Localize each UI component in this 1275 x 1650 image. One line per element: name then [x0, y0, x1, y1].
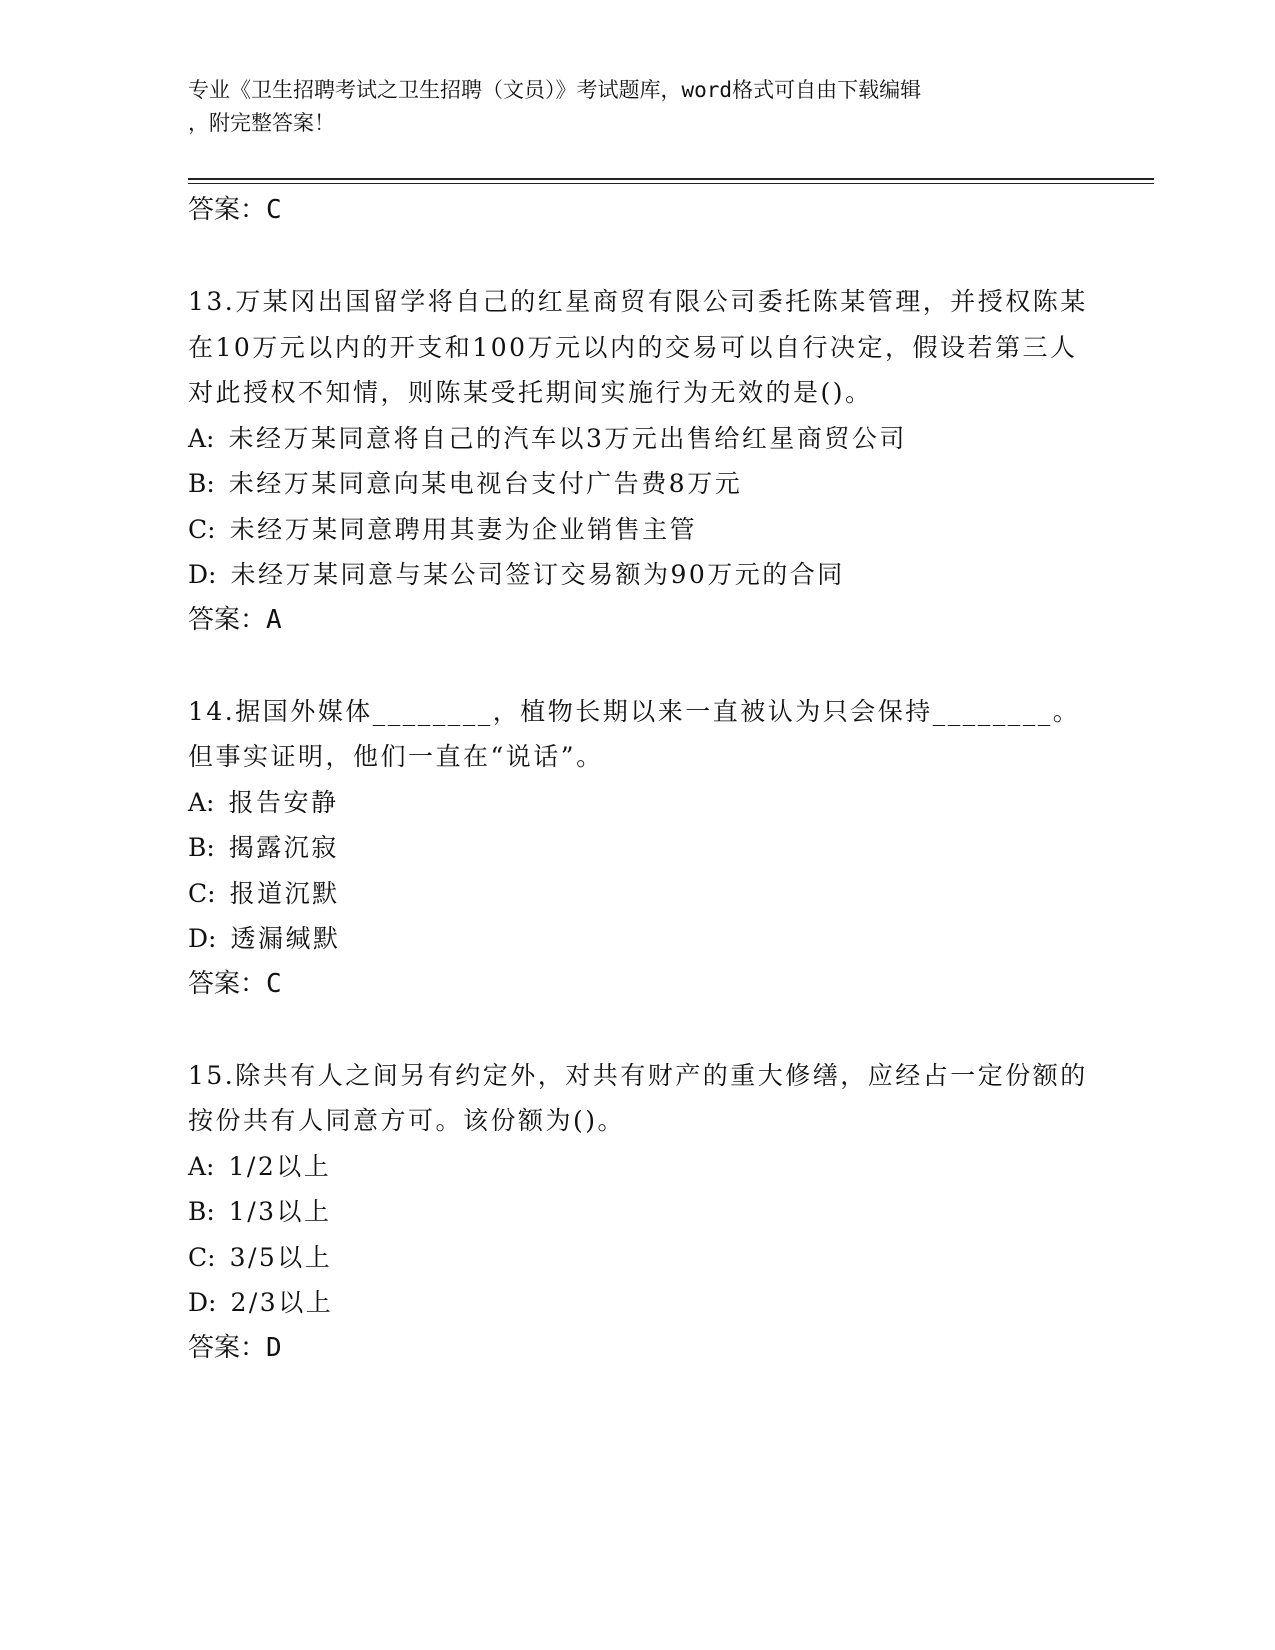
answer: 答案：C [188, 968, 282, 999]
option-a [188, 1144, 1088, 1190]
option-text: 3/5以上 [229, 1242, 333, 1272]
option-label: A: [188, 787, 215, 817]
option-text: 透漏缄默 [230, 924, 341, 953]
header-line-1: 专业《卫生招聘考试之卫生招聘（文员）》考试题库，word格式可自由下载编辑 [188, 78, 922, 102]
option-label: B: [188, 833, 215, 862]
previous-answer: 答案：C [188, 195, 282, 225]
option-text: 未经万某同意向某电视台支付广告费8万元 [228, 469, 743, 498]
document-header [188, 74, 1088, 140]
option-label: D: [188, 560, 217, 589]
option-c [188, 871, 1088, 917]
option-text: 未经万某同意将自己的汽车以3万元出售给红星商贸公司 [228, 423, 907, 453]
question-14 [188, 689, 1088, 1007]
option-text: 揭露沉寂 [228, 833, 339, 862]
option-text: 1/3以上 [228, 1197, 332, 1226]
question-stem: 14.据国外媒体________，植物长期以来一直被认为只会保持________。但事实证明，他们一直在“说话”。 [188, 696, 1081, 771]
header-rule-thick [188, 178, 1154, 180]
option-a [188, 780, 1088, 826]
option-label: A: [188, 1151, 215, 1181]
option-c [188, 1235, 1088, 1281]
spacer [188, 643, 1088, 689]
option-d [188, 916, 1088, 962]
option-b [188, 825, 1088, 871]
option-text: 报道沉默 [229, 878, 340, 908]
header-line-2: ，附完整答案！ [188, 111, 335, 135]
spacer [188, 233, 1088, 279]
option-b [188, 461, 1088, 507]
option-d [188, 552, 1088, 598]
option-c [188, 507, 1088, 553]
option-a [188, 416, 1088, 462]
option-label: C: [188, 878, 216, 908]
option-label: C: [188, 514, 216, 544]
header-rule-thin [188, 183, 1154, 184]
option-label: B: [188, 1197, 215, 1226]
option-text: 1/2以上 [228, 1151, 332, 1181]
option-label: B: [188, 469, 215, 498]
option-text: 未经万某同意与某公司签订交易额为90万元的合同 [230, 560, 845, 589]
question-stem: 15.除共有人之间另有约定外，对共有财产的重大修缮，应经占一定份额的按份共有人同意方可。该份额为()。 [188, 1060, 1088, 1135]
option-text: 2/3以上 [230, 1288, 334, 1317]
option-label: C: [188, 1242, 216, 1272]
question-list [188, 188, 1088, 1371]
option-b [188, 1189, 1088, 1235]
answer: 答案：A [188, 604, 282, 635]
option-text: 报告安静 [228, 787, 339, 817]
option-label: A: [188, 423, 215, 453]
option-label: D: [188, 1288, 217, 1317]
spacer [188, 1007, 1088, 1053]
option-d [188, 1280, 1088, 1326]
question-stem: 13.万某冈出国留学将自己的红星商贸有限公司委托陈某管理，并授权陈某在10万元以内的开支和100万元以内的交易可以自行决定，假设若第三人对此授权不知情，则陈某受托期间实施行为无效的是()。 [188, 287, 1088, 407]
answer: 答案：D [188, 1332, 282, 1363]
option-text: 未经万某同意聘用其妻为企业销售主管 [229, 514, 698, 544]
option-label: D: [188, 924, 217, 953]
question-13 [188, 279, 1088, 643]
question-15 [188, 1053, 1088, 1371]
